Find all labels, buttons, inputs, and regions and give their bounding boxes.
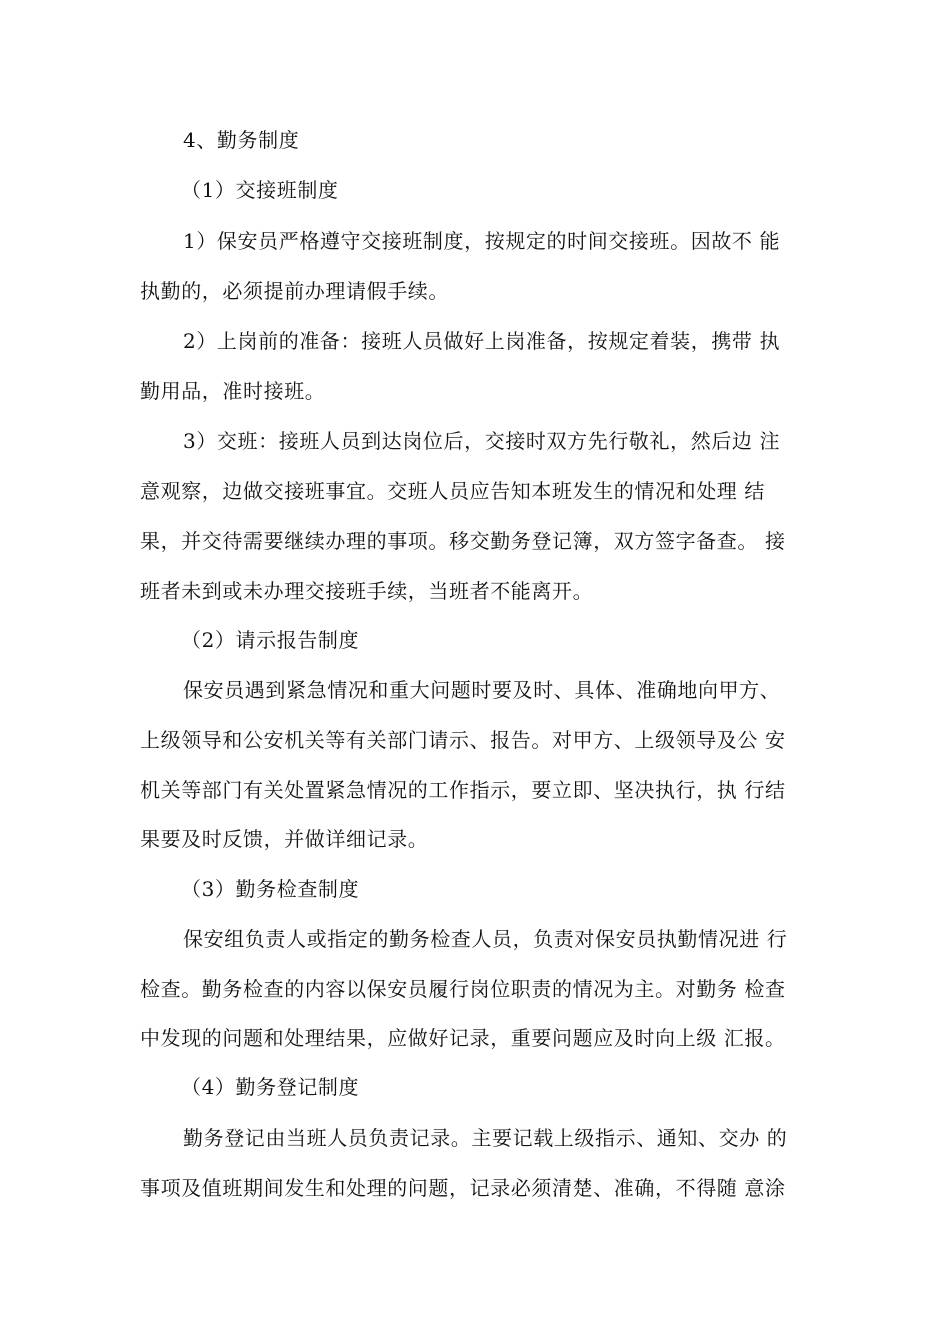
section-heading: 4、勤务制度	[183, 128, 300, 152]
subsection-title-report: （2）请示报告制度	[181, 628, 360, 652]
paragraph-line: 班者未到或未办理交接班手续，当班者不能离开。	[140, 579, 594, 603]
paragraph-line: 机关等部门有关处置紧急情况的工作指示，要立即、坚决执行，执 行结	[140, 778, 786, 802]
paragraph-line: 执勤的，必须提前办理请假手续。	[140, 279, 449, 303]
paragraph-line: 勤务登记由当班人员负责记录。主要记载上级指示、通知、交办 的	[183, 1126, 788, 1150]
paragraph-line: 上级领导和公安机关等有关部门请示、报告。对甲方、上级领导及公 安	[140, 728, 786, 752]
paragraph-line: 保安组负责人或指定的勤务检查人员，负责对保安员执勤情况进 行	[183, 927, 788, 951]
paragraph-line: 中发现的问题和处理结果，应做好记录，重要问题应及时向上级 汇报。	[140, 1026, 786, 1050]
paragraph-line: 1）保安员严格遵守交接班制度，按规定的时间交接班。因故不 能	[183, 229, 781, 253]
subsection-title-registration: （4）勤务登记制度	[181, 1075, 360, 1099]
paragraph-line: 事项及值班期间发生和处理的问题，记录必须清楚、准确，不得随 意涂	[140, 1176, 786, 1200]
paragraph-line: 意观察，边做交接班事宜。交班人员应告知本班发生的情况和处理 结	[140, 479, 765, 503]
subsection-title-inspection: （3）勤务检查制度	[181, 877, 360, 901]
paragraph-line: 检查。勤务检查的内容以保安员履行岗位职责的情况为主。对勤务 检查	[140, 977, 786, 1001]
paragraph-line: 果，并交待需要继续办理的事项。移交勤务登记簿，双方签字备查。 接	[140, 529, 786, 553]
paragraph-line: 保安员遇到紧急情况和重大问题时要及时、具体、准确地向甲方、	[183, 678, 781, 702]
paragraph-line: 勤用品，准时接班。	[140, 379, 326, 403]
subsection-title-handover: （1）交接班制度	[181, 178, 339, 202]
paragraph-line: 3）交班：接班人员到达岗位后，交接时双方先行敬礼，然后边 注	[183, 429, 781, 453]
paragraph-line: 2）上岗前的准备：接班人员做好上岗准备，按规定着装，携带 执	[183, 329, 781, 353]
paragraph-line: 果要及时反馈，并做详细记录。	[140, 827, 429, 851]
